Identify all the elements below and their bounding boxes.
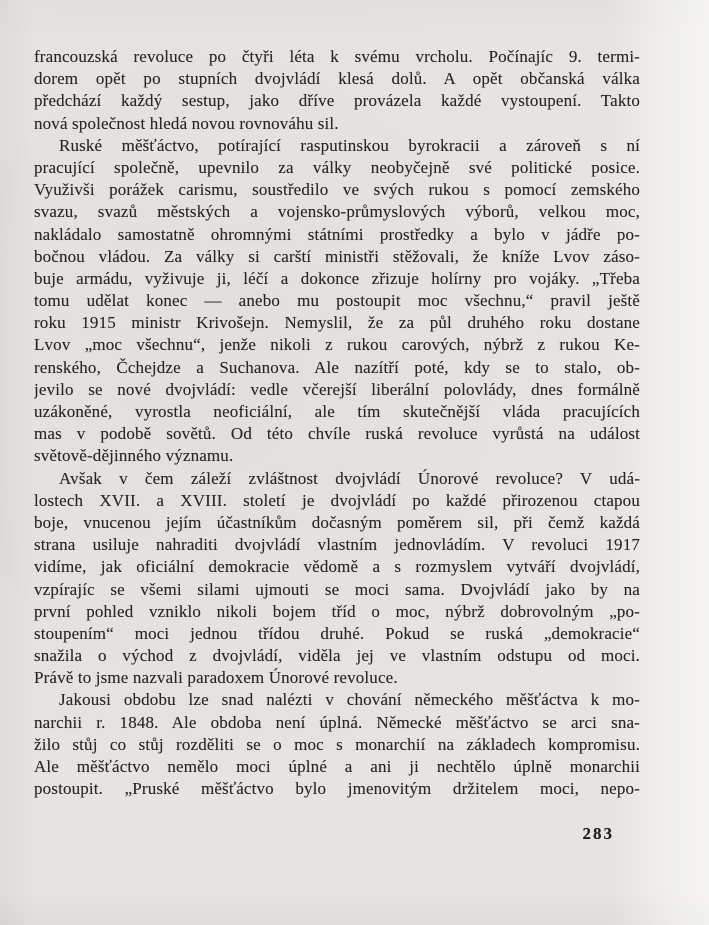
- page-number: 283: [582, 824, 614, 843]
- text-line: roku 1915 ministr Krivošejn. Nemyslil, že za půl druhého roku dostane: [34, 313, 640, 333]
- text-line: snažila o východ z dvojvládí, viděla jej ve vlastním odstupu od moci.: [34, 646, 640, 666]
- text-line: boje, vnucenou jejím účastníkům dočasným poměrem sil, při čemž každá: [34, 512, 640, 532]
- text-line: nakládalo samostatně ohromnými státními prostředky a bylo v jádře po-: [34, 224, 640, 244]
- text-line: narchii r. 1848. Ale obdoba není úplná. Německé měšťáctvo se arci sna-: [34, 712, 640, 732]
- text-line: Avšak v čem záleží zvláštnost dvojvládí Únorové revoluce? V udá-: [59, 468, 640, 488]
- text-line: vidíme, jak oficiální demokracie vědomě a s rozmyslem vytváří dvojvládí,: [34, 557, 640, 577]
- text-line: buje armádu, vyživuje ji, léčí a dokonce zřizuje holírny pro vojáky. „Třeba: [34, 268, 640, 288]
- text-line: postoupit. „Pruské měšťáctvo bylo jmenovitým držitelem moci, nepo-: [34, 779, 640, 799]
- text-line: mas v podobě sovětů. Od této chvíle ruská revoluce vyrůstá na událost: [34, 424, 640, 444]
- text-line: lostech XVII. a XVIII. století je dvojvládí po každé přirozenou ctapou: [34, 490, 640, 510]
- text-line: francouzská revoluce po čtyři léta k svému vrcholu. Počínajíc 9. termi-: [34, 47, 640, 66]
- text-line: Lvov „moc všechnu“, jenže nikoli z rukou carových, nýbrž z rukou Ke-: [34, 335, 640, 355]
- text-line: žilo stůj co stůj rozděliti se o moc s monarchií na základech kompromisu.: [34, 734, 640, 754]
- text-line: Využivši porážek carismu, soustředilo ve svých rukou s pomocí zemského: [34, 180, 640, 200]
- text-line: uzákoněné, vyrostla neoficiální, ale tím skutečnější vláda pracujících: [34, 402, 640, 421]
- text-line: předchází každý sestup, jako dříve provázela každé vystoupení. Takto: [34, 91, 640, 111]
- text-line: jevilo se nové dvojvládí: vedle včerejší liberální polovlády, dnes formálně: [34, 379, 640, 399]
- text-line: tomu udělat konec — anebo mu postoupit moc všechnu,“ pravil ještě: [34, 291, 640, 311]
- text-line: bočnou vládou. Za války si carští ministři stěžovali, že kníže Lvov záso-: [34, 246, 640, 266]
- text-line: nová společnost hledá novou rovnováhu sil.: [34, 113, 339, 133]
- text-column: [34, 46, 640, 800]
- text-line: Ruské měšťáctvo, potírající rasputinskou byrokracii a zároveň s ní: [59, 135, 640, 155]
- text-line: Jakousi obdobu lze snad nalézti v chování německého měšťáctva k mo-: [59, 690, 640, 710]
- text-line: strana usiluje nahraditi dvojvládí vlastním jednovládím. V revoluci 1917: [34, 535, 640, 555]
- text-line: stoupením“ moci jednou třídou druhé. Pokud se ruská „demokracie“: [34, 623, 640, 643]
- text-line: Ale měšťáctvo nemělo moci úplné a ani ji nechtělo úplně monarchii: [34, 757, 640, 776]
- text-line: vzpírajíc se všemi silami ujmouti se moci sama. Dvojvládí jako by na: [34, 579, 640, 599]
- text-line: první pohled vzniklo nikoli bojem tříd o moc, nýbrž dobrovolným „po-: [34, 601, 640, 621]
- text-line: renského, Čchejdze a Suchanova. Ale nazítří poté, kdy se to stalo, ob-: [34, 357, 640, 377]
- text-line: dorem opět po stupních dvojvládí klesá dolů. A opět občanská válka: [34, 69, 640, 89]
- text-line: Právě to jsme nazvali paradoxem Únorové revoluce.: [34, 668, 398, 688]
- text-line: svazu, svazů městských a vojensko-průmyslových výborů, velkou moc,: [34, 202, 640, 222]
- text-line: světově-dějinného významu.: [34, 446, 234, 466]
- text-line: pracující společně, upevnilo za války neobyčejně své politické posice.: [34, 157, 640, 177]
